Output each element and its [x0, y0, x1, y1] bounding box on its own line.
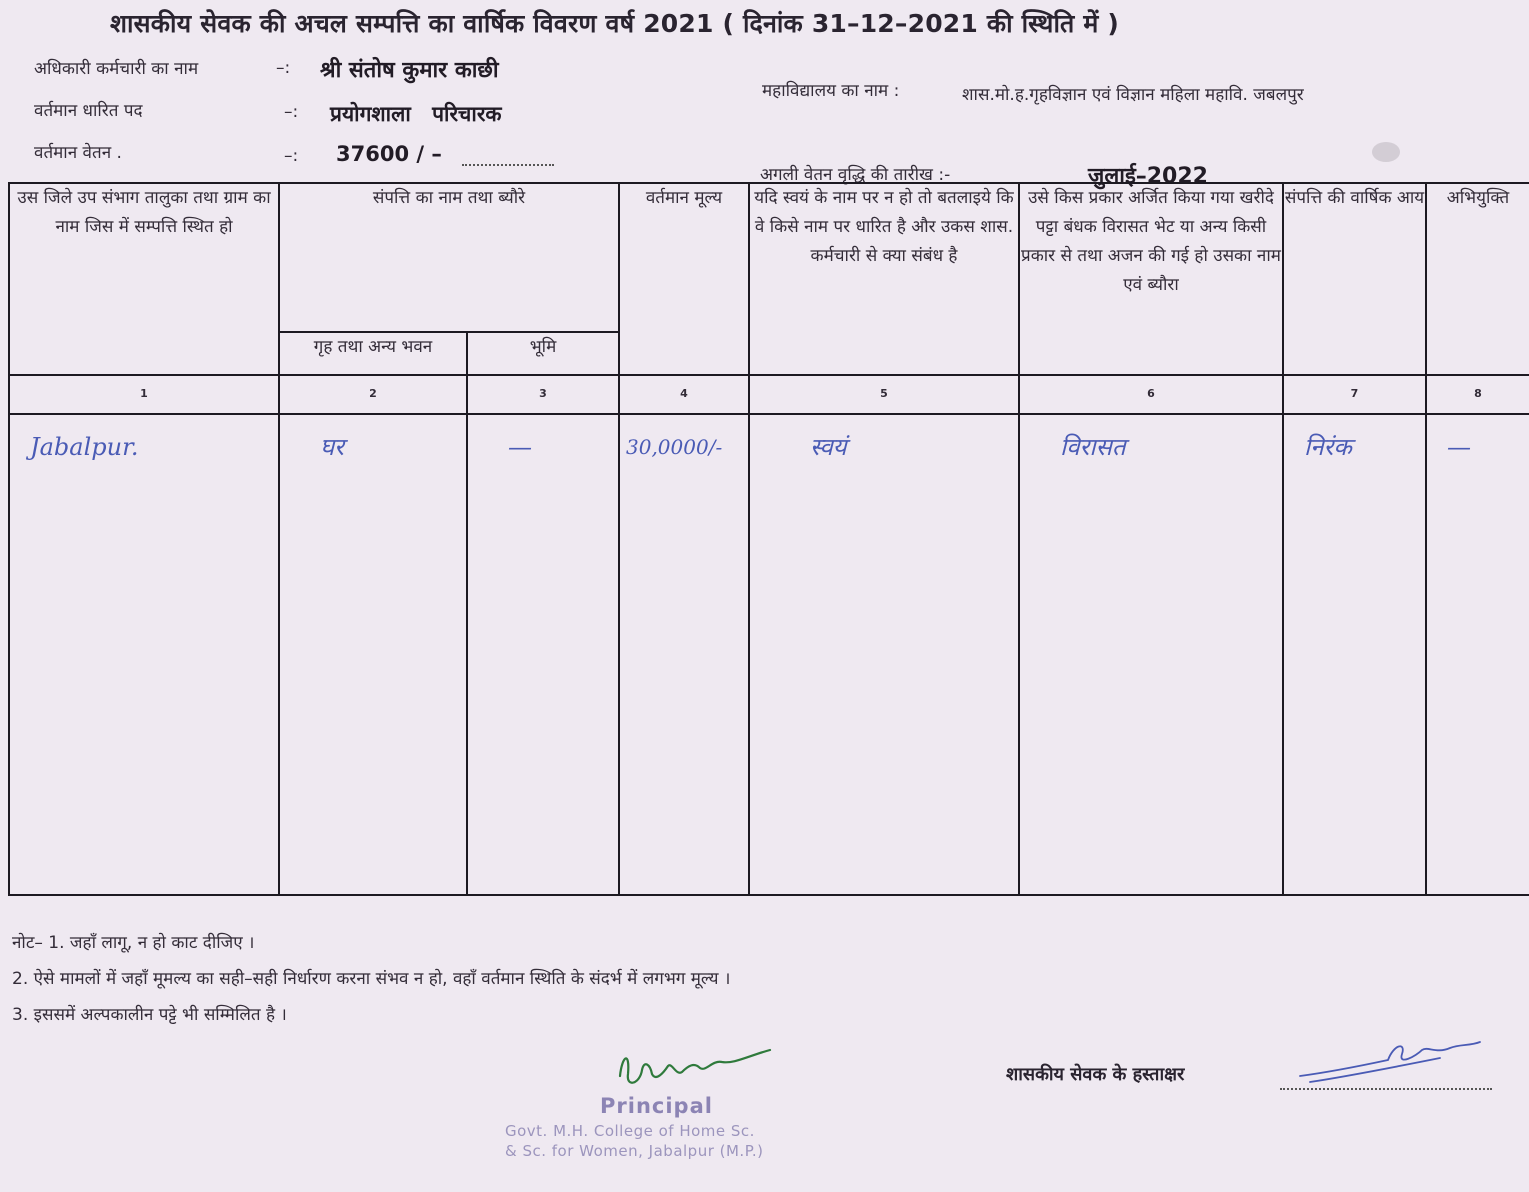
header-holder-relation: यदि स्वयं के नाम पर न हो तो बतलाइये कि वे किसे नाम पर धारित है और उकस शास. कर्मचारी से क्या संबंध है — [749, 183, 1019, 375]
column-number-row — [9, 375, 1529, 414]
handwritten-value: 30,0000/- — [626, 434, 723, 459]
post-separator: –: — [284, 102, 299, 122]
header-remarks: अभियुक्ति — [1426, 183, 1529, 375]
header-property-name: संपत्ति का नाम तथा ब्यौरे — [279, 183, 619, 332]
paper-smudge — [1372, 142, 1400, 162]
header-row — [9, 183, 1529, 332]
employee-signature — [1290, 1036, 1490, 1092]
handwritten-house: घर — [320, 432, 344, 461]
note-1: नोट– 1. जहाँ लागू, न हो काट दीजिए । — [12, 933, 255, 953]
property-table — [8, 182, 1529, 896]
note-2: 2. ऐसे मामलों में जहाँ मूमल्य का सही–सही निर्धारण करना संभव न हो, वहाँ वर्तमान स्थिति के संदर्भ में लगभग मूल्य । — [12, 969, 731, 989]
handwritten-income: निरंक — [1304, 432, 1352, 461]
stamp-line-2: Govt. M.H. College of Home Sc. — [505, 1122, 755, 1140]
header-location: उस जिले उप संभाग तालुका तथा ग्राम का नाम जिस में सम्पत्ति स्थित हो — [9, 183, 279, 375]
increment-value: जुलाई–2022 — [1088, 164, 1208, 189]
subheader-house: गृह तथा अन्य भवन — [279, 332, 467, 375]
salary-dotted-line — [462, 152, 554, 171]
header-acquisition: उसे किस प्रकार अर्जित किया गया खरीदे पट्टा बंधक विरासत भेट या अन्य किसी प्रकार से तथा अजन की गई हो उसका नाम एवं ब्यौरा — [1019, 183, 1283, 375]
form-title: शासकीय सेवक की अचल सम्पत्ति का वार्षिक विवरण वर्ष 2021 ( दिनांक 31–12–2021 की स्थिति में ) — [110, 9, 1120, 38]
signature-label: शासकीय सेवक के हस्ताक्षर — [1006, 1064, 1185, 1085]
handwritten-land: — — [508, 432, 532, 461]
college-label: महाविद्यालय का नाम : — [762, 81, 900, 101]
subheader-land: भूमि — [467, 332, 619, 375]
stamp-line-3: & Sc. for Women, Jabalpur (M.P.) — [505, 1142, 764, 1160]
salary-value: 37600 / – — [336, 142, 442, 166]
header-current-value: वर्तमान मूल्य — [619, 183, 749, 375]
cell-land — [467, 414, 619, 896]
header-annual-income: संपत्ति की वार्षिक आय — [1283, 183, 1426, 375]
cell-location — [9, 414, 279, 896]
handwritten-acquired: विरासत — [1060, 432, 1126, 461]
name-label: अधिकारी कर्मचारी का नाम — [34, 59, 199, 79]
employee-name: श्री संतोष कुमार काछी — [320, 58, 499, 83]
cell-income — [1283, 414, 1426, 896]
column-number: 5 — [749, 375, 1019, 414]
salary-label: वर्तमान वेतन . — [34, 143, 122, 163]
handwritten-location: Jabalpur. — [30, 432, 139, 461]
handwritten-remarks: — — [1447, 432, 1471, 461]
name-separator: –: — [276, 58, 291, 78]
handwritten-owner: स्वयं — [810, 432, 847, 461]
principal-signature — [612, 1036, 782, 1100]
column-number: 7 — [1283, 375, 1426, 414]
cell-owner — [749, 414, 1019, 896]
cell-value — [619, 414, 749, 896]
college-value: शास.मो.ह.गृहविज्ञान एवं विज्ञान महिला महावि. जबलपुर — [962, 85, 1304, 105]
stamp-title: Principal — [600, 1094, 713, 1118]
column-number: 6 — [1019, 375, 1283, 414]
column-number: 2 — [279, 375, 467, 414]
column-number: 4 — [619, 375, 749, 414]
salary-separator: –: — [284, 146, 299, 166]
cell-house — [279, 414, 467, 896]
post-value: प्रयोगशाला परिचारक — [330, 102, 502, 126]
column-number: 1 — [9, 375, 279, 414]
property-entry-row — [9, 414, 1529, 896]
note-3: 3. इससमें अल्पकालीन पट्टे भी सम्मिलित है । — [12, 1005, 287, 1025]
cell-acquired — [1019, 414, 1283, 896]
post-label: वर्तमान धारित पद — [34, 101, 143, 121]
cell-remarks — [1426, 414, 1529, 896]
increment-label: अगली वेतन वृद्धि की तारीख :- — [760, 165, 951, 185]
column-number: 3 — [467, 375, 619, 414]
column-number: 8 — [1426, 375, 1529, 414]
